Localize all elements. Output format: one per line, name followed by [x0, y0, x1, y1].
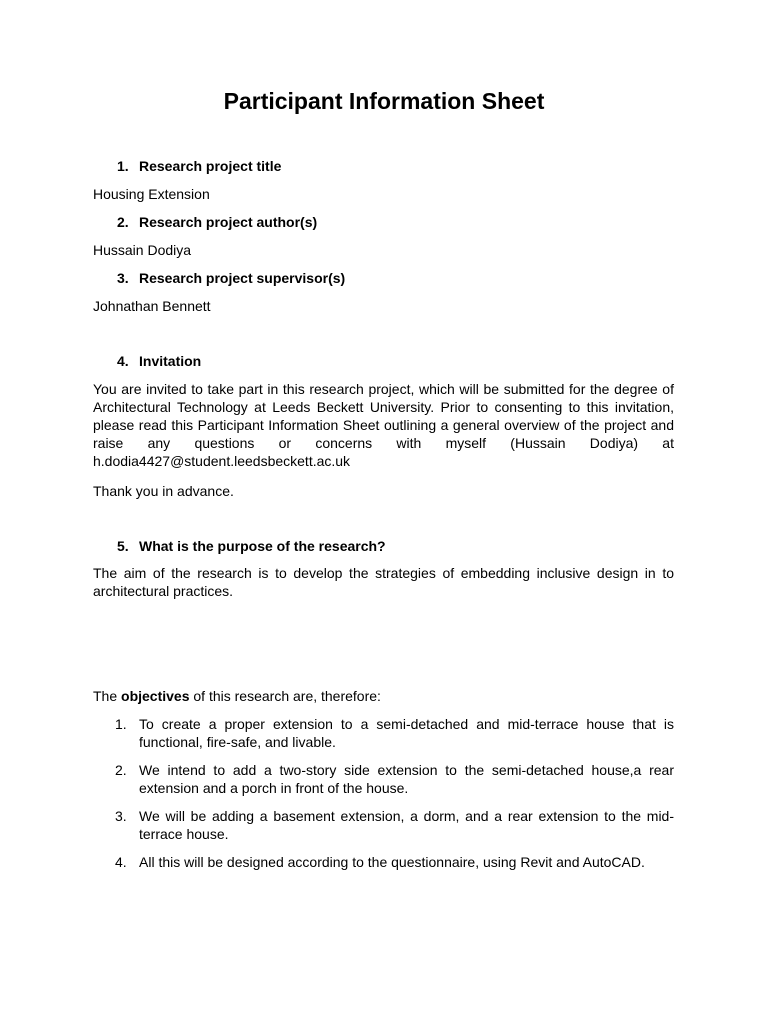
objective-text: We intend to add a two-story side extension to the semi-detached house,a rear extension and a porch in front of the house. [139, 762, 674, 796]
objectives-intro-after: of this research are, therefore: [193, 688, 381, 704]
thank-you-text: Thank you in advance. [93, 483, 234, 499]
invitation-paragraph: You are invited to take part in this research project, which will be submitted for the degree of Architectural Technology at Leeds Beckett University. Prior to consenting to this invitation, please read this Participant Information Sheet outlining a general overview of the project and raise any questions or concerns with myself (Hussain Dodiya) at h.dodia4427@student.leedsbeckett.ac.uk [93, 381, 674, 469]
section-heading-authors [117, 213, 317, 231]
objective-item [115, 807, 674, 843]
author-value: Hussain Dodiya [93, 242, 192, 258]
objective-text: To create a proper extension to a semi-detached and mid-terrace house that is functional, fire-safe, and livable. [139, 716, 674, 750]
section-heading-invitation [117, 352, 201, 370]
objective-text: All this will be designed according to the questionnaire, using Revit and AutoCAD. [139, 854, 645, 870]
objective-number: 2. [115, 762, 127, 778]
section-heading-text: Research project supervisor(s) [139, 270, 346, 286]
purpose-paragraph: The aim of the research is to develop the strategies of embedding inclusive design in to architectural practices. [93, 565, 674, 599]
objective-number: 4. [115, 854, 127, 870]
objective-number: 3. [115, 808, 127, 824]
section-number: 2. [117, 214, 129, 230]
section-heading-purpose [117, 537, 386, 555]
objectives-intro-before: The [93, 688, 118, 704]
section-heading-text: Research project title [139, 158, 282, 174]
section-heading-text: What is the purpose of the research? [139, 538, 386, 554]
objective-item [115, 853, 674, 871]
section-number: 5. [117, 538, 129, 554]
section-heading-research-title [117, 157, 281, 175]
section-heading-supervisors [117, 269, 345, 287]
section-heading-text: Invitation [139, 353, 202, 369]
section-number: 1. [117, 158, 129, 174]
research-title-value: Housing Extension [93, 186, 210, 202]
page-title: Participant Information Sheet [223, 88, 545, 114]
objectives-intro-bold: objectives [121, 688, 190, 704]
objectives-intro [93, 687, 674, 705]
section-number: 3. [117, 270, 129, 286]
objective-number: 1. [115, 716, 127, 732]
section-heading-text: Research project author(s) [139, 214, 318, 230]
objective-text: We will be adding a basement extension, a dorm, and a rear extension to the mid-terrace house. [139, 808, 674, 842]
section-number: 4. [117, 353, 129, 369]
objective-item [115, 715, 674, 751]
objective-item [115, 761, 674, 797]
supervisor-value: Johnathan Bennett [93, 298, 211, 314]
